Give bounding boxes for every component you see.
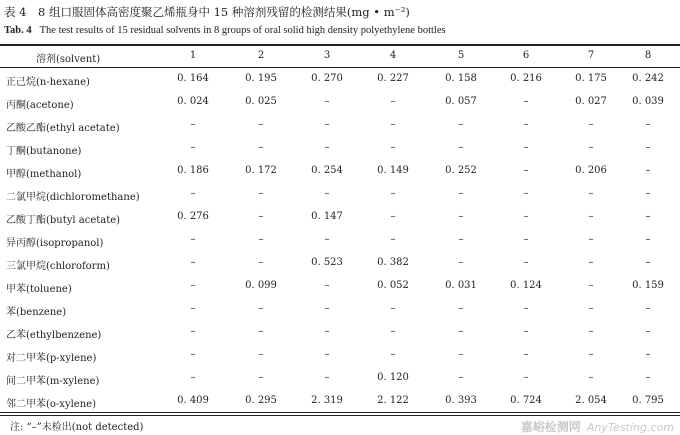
- cell-value: –: [258, 211, 264, 222]
- cell-value: –: [645, 372, 651, 383]
- table-row: [0, 275, 680, 298]
- cell-value: –: [523, 119, 529, 130]
- cell-value: 2. 054: [575, 395, 607, 406]
- cell-value: –: [390, 234, 396, 245]
- cell-value: 0. 295: [245, 395, 277, 406]
- table-row: [0, 390, 680, 413]
- cell-value: 0. 242: [632, 73, 664, 84]
- cell-value: –: [324, 280, 330, 291]
- table-row: [0, 183, 680, 206]
- cell-value: –: [324, 119, 330, 130]
- cell-value: –: [645, 119, 651, 130]
- solvent-name: 丁酮(butanone): [6, 146, 82, 157]
- cell-value: –: [588, 142, 594, 153]
- cell-value: 0. 147: [311, 211, 343, 222]
- solvent-name: 间二甲苯(m-xylene): [6, 376, 100, 387]
- cell-value: 2. 122: [377, 395, 409, 406]
- cell-value: –: [458, 326, 464, 337]
- cell-value: 0. 149: [377, 165, 409, 176]
- table-row: [0, 137, 680, 160]
- header-group-3: 3: [323, 50, 331, 61]
- cell-value: 0. 025: [245, 96, 277, 107]
- cell-value: –: [258, 326, 264, 337]
- cell-value: –: [258, 234, 264, 245]
- cell-value: –: [523, 234, 529, 245]
- cell-value: –: [324, 349, 330, 360]
- solvent-name: 甲苯(toluene): [6, 284, 72, 295]
- cell-value: –: [390, 211, 396, 222]
- cell-value: –: [588, 326, 594, 337]
- cell-value: –: [458, 303, 464, 314]
- table-caption-en: [4, 25, 446, 36]
- cell-value: –: [645, 165, 651, 176]
- solvent-name: 正己烷(n-hexane): [6, 77, 90, 88]
- cell-value: –: [588, 372, 594, 383]
- cell-value: –: [458, 211, 464, 222]
- solvent-name: 乙酸丁酯(butyl acetate): [6, 215, 121, 226]
- cell-value: 0. 724: [510, 395, 542, 406]
- cell-value: –: [523, 142, 529, 153]
- cell-value: –: [390, 142, 396, 153]
- cell-value: –: [645, 188, 651, 199]
- cell-value: –: [645, 211, 651, 222]
- solvent-name: 三氯甲烷(chloroform): [6, 261, 110, 272]
- cell-value: –: [523, 165, 529, 176]
- watermark-en: AnyTesting.com: [586, 421, 674, 434]
- cell-value: –: [523, 211, 529, 222]
- cell-value: –: [645, 326, 651, 337]
- cell-value: 0. 252: [445, 165, 477, 176]
- cell-value: –: [390, 119, 396, 130]
- cell-value: 0. 206: [575, 165, 607, 176]
- cell-value: –: [645, 349, 651, 360]
- cell-value: –: [588, 211, 594, 222]
- cell-value: –: [190, 257, 196, 268]
- table-row: [0, 344, 680, 367]
- header-group-4: 4: [389, 50, 397, 61]
- cell-value: 0. 158: [445, 73, 477, 84]
- cell-value: –: [523, 349, 529, 360]
- cell-value: 2. 319: [311, 395, 343, 406]
- cell-value: –: [190, 142, 196, 153]
- cell-value: –: [258, 303, 264, 314]
- cell-value: –: [258, 349, 264, 360]
- solvent-name: 苯(benzene): [6, 307, 67, 318]
- cell-value: –: [324, 303, 330, 314]
- cell-value: –: [588, 349, 594, 360]
- solvent-name: 甲醇(methanol): [6, 169, 82, 180]
- cell-value: –: [458, 142, 464, 153]
- cell-value: 0. 270: [311, 73, 343, 84]
- cell-value: –: [645, 142, 651, 153]
- cell-value: –: [258, 119, 264, 130]
- table-row: [0, 252, 680, 275]
- cell-value: –: [324, 96, 330, 107]
- cell-value: –: [390, 96, 396, 107]
- cell-value: –: [458, 372, 464, 383]
- cell-value: –: [588, 257, 594, 268]
- cell-value: –: [190, 234, 196, 245]
- cell-value: 0. 276: [177, 211, 209, 222]
- table-row: [0, 91, 680, 114]
- cell-value: 0. 124: [510, 280, 542, 291]
- cell-value: –: [458, 119, 464, 130]
- cell-value: –: [324, 142, 330, 153]
- cell-value: 0. 164: [177, 73, 209, 84]
- table-label: Tab. 4: [4, 25, 32, 36]
- table-caption-cn: 表 4 8 组口服固体高密度聚乙烯瓶身中 15 种溶剂残留的检测结果(mg • m⁻²): [4, 5, 410, 19]
- cell-value: 0. 057: [445, 96, 477, 107]
- header-solvent: 溶剂(solvent): [36, 54, 101, 65]
- cell-value: –: [324, 188, 330, 199]
- header-group-7: 7: [587, 50, 595, 61]
- cell-value: –: [588, 188, 594, 199]
- cell-value: –: [324, 234, 330, 245]
- solvent-name: 邻二甲苯(o-xylene): [6, 399, 96, 410]
- solvent-name: 异丙醇(isopropanol): [6, 238, 104, 249]
- table-note: 注: “–”未检出(not detected): [10, 422, 144, 433]
- cell-value: 0. 159: [632, 280, 664, 291]
- cell-value: –: [190, 303, 196, 314]
- cell-value: –: [523, 326, 529, 337]
- solvent-name: 对二甲苯(p-xylene): [6, 353, 97, 364]
- cell-value: –: [190, 372, 196, 383]
- cell-value: –: [258, 257, 264, 268]
- cell-value: –: [645, 234, 651, 245]
- cell-value: –: [458, 188, 464, 199]
- cell-value: –: [324, 372, 330, 383]
- cell-value: –: [458, 257, 464, 268]
- solvent-name: 丙酮(acetone): [6, 100, 74, 111]
- solvent-name: 乙酸乙酯(ethyl acetate): [6, 123, 120, 134]
- cell-value: –: [523, 303, 529, 314]
- cell-value: –: [588, 119, 594, 130]
- cell-value: –: [523, 188, 529, 199]
- cell-value: –: [258, 142, 264, 153]
- table-row: [0, 160, 680, 183]
- cell-value: –: [190, 188, 196, 199]
- cell-value: 0. 052: [377, 280, 409, 291]
- header-group-5: 5: [457, 50, 465, 61]
- caption-text: The test results of 15 residual solvents in 8 groups of oral solid high density polyethylene bottles: [39, 25, 446, 36]
- cell-value: 0. 382: [377, 257, 409, 268]
- cell-value: 0. 216: [510, 73, 542, 84]
- cell-value: –: [190, 280, 196, 291]
- table-row: [0, 298, 680, 321]
- cell-value: 0. 186: [177, 165, 209, 176]
- cell-value: –: [190, 119, 196, 130]
- solvent-name: 二氯甲烷(dichloromethane): [6, 192, 140, 203]
- table-row: [0, 114, 680, 137]
- table-row: [0, 229, 680, 252]
- header-group-1: 1: [189, 50, 197, 61]
- cell-value: 0. 795: [632, 395, 664, 406]
- cell-value: 0. 172: [245, 165, 277, 176]
- cell-value: –: [645, 257, 651, 268]
- cell-value: 0. 120: [377, 372, 409, 383]
- cell-value: –: [324, 326, 330, 337]
- header-group-6: 6: [522, 50, 530, 61]
- cell-value: –: [523, 257, 529, 268]
- watermark-cn: 嘉峪检测网: [520, 420, 581, 434]
- table-row: [0, 367, 680, 390]
- cell-value: 0. 409: [177, 395, 209, 406]
- cell-value: –: [190, 349, 196, 360]
- cell-value: 0. 393: [445, 395, 477, 406]
- solvent-name: 乙苯(ethylbenzene): [6, 330, 102, 341]
- cell-value: –: [523, 372, 529, 383]
- cell-value: –: [390, 303, 396, 314]
- cell-value: –: [588, 234, 594, 245]
- cell-value: 0. 523: [311, 257, 343, 268]
- cell-value: 0. 027: [575, 96, 607, 107]
- cell-value: 0. 175: [575, 73, 607, 84]
- cell-value: –: [390, 188, 396, 199]
- cell-value: –: [390, 349, 396, 360]
- header-group-8: 8: [644, 50, 652, 61]
- cell-value: –: [458, 349, 464, 360]
- cell-value: –: [588, 280, 594, 291]
- cell-value: 0. 024: [177, 96, 209, 107]
- cell-value: 0. 099: [245, 280, 277, 291]
- cell-value: –: [258, 188, 264, 199]
- table-row: [0, 68, 680, 91]
- cell-value: 0. 195: [245, 73, 277, 84]
- cell-value: 0. 254: [311, 165, 343, 176]
- cell-value: –: [588, 303, 594, 314]
- header-group-2: 2: [257, 50, 265, 61]
- table-row: [0, 321, 680, 344]
- cell-value: –: [458, 234, 464, 245]
- watermark-logo: [521, 416, 674, 435]
- cell-value: –: [523, 96, 529, 107]
- cell-value: –: [258, 372, 264, 383]
- cell-value: –: [645, 303, 651, 314]
- table-header: [0, 45, 680, 68]
- cell-value: –: [190, 326, 196, 337]
- cell-value: –: [390, 326, 396, 337]
- cell-value: 0. 039: [632, 96, 664, 107]
- cell-value: 0. 031: [445, 280, 477, 291]
- cell-value: 0. 227: [377, 73, 409, 84]
- table-row: [0, 206, 680, 229]
